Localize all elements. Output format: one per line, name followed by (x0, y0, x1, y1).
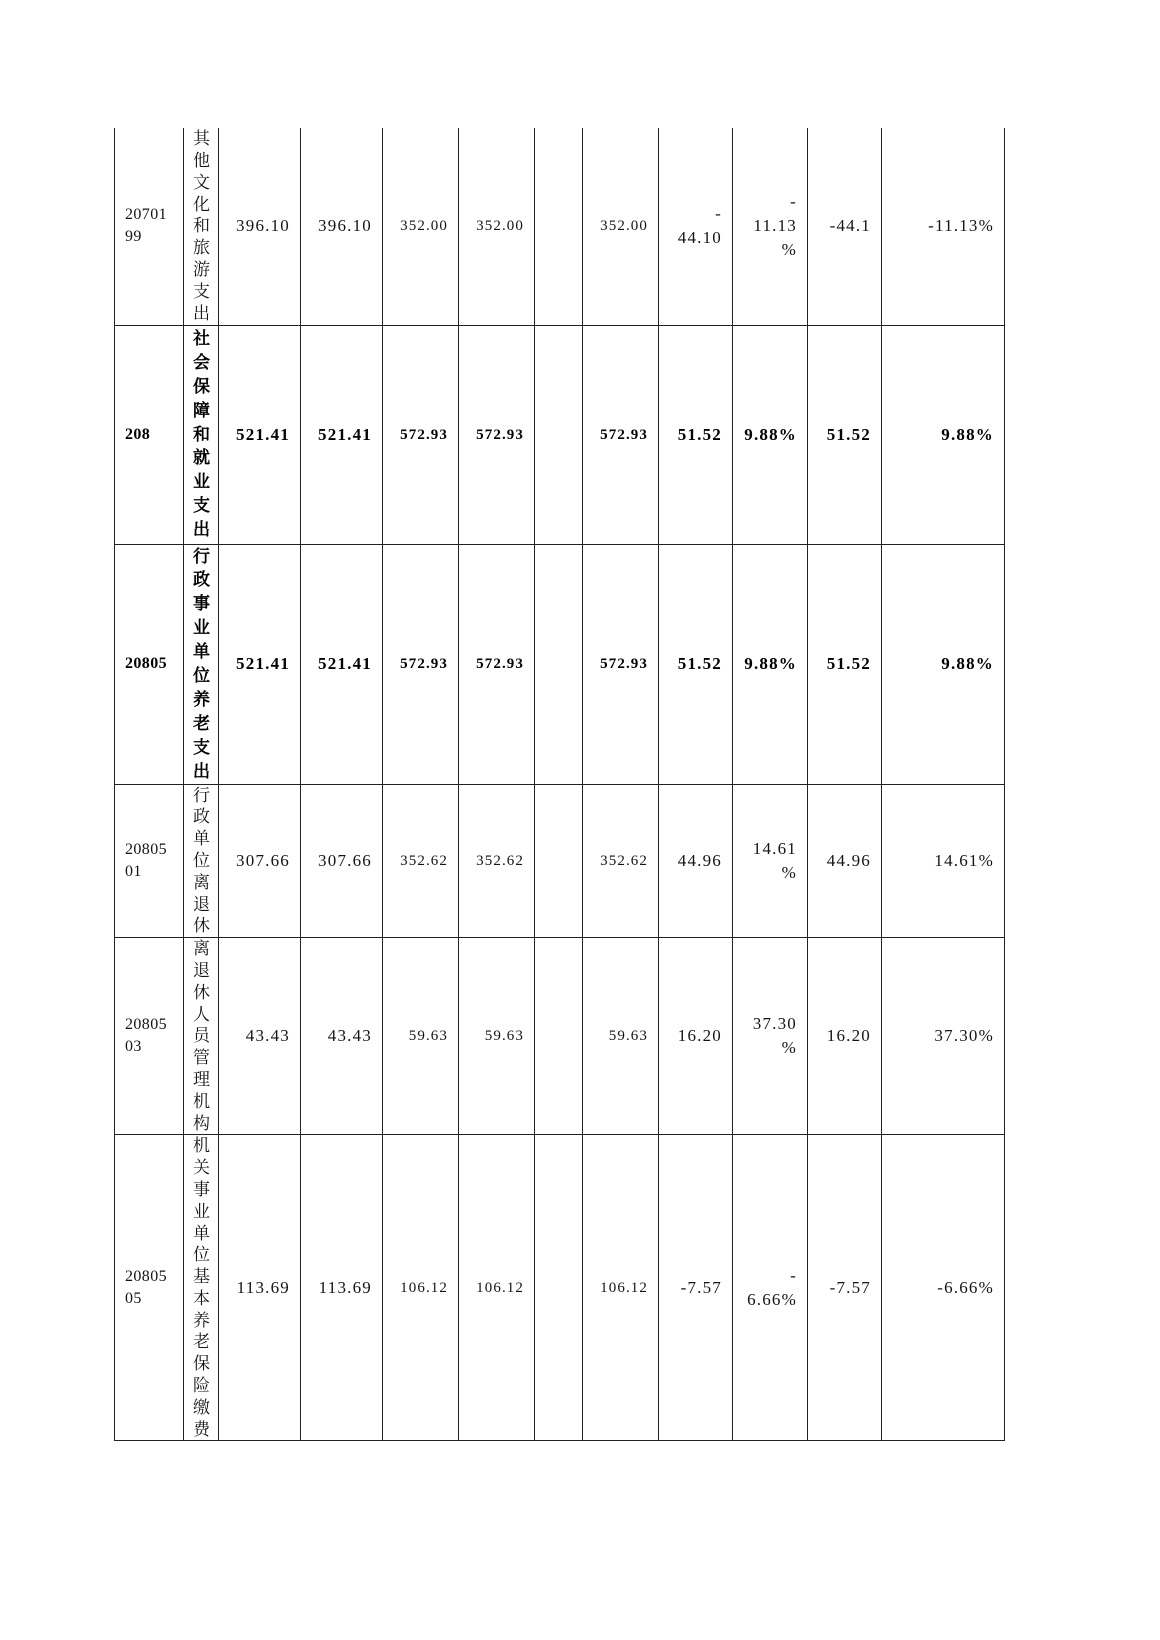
value-cell: 9.88% (882, 325, 1005, 544)
value-cell: 106.12 (383, 1135, 459, 1441)
value-cell: 9.88% (733, 544, 808, 784)
value-cell: 113.69 (301, 1135, 383, 1441)
table-row (115, 784, 1005, 938)
value-cell: 521.41 (219, 544, 301, 784)
table-row (115, 128, 1005, 325)
code-cell: 2080505 (115, 1135, 184, 1441)
value-cell: 59.63 (383, 938, 459, 1135)
empty-cell (535, 1135, 583, 1441)
name-cell: 离退休人员管理机构 (184, 938, 219, 1135)
value-cell: 352.62 (459, 784, 535, 938)
value-cell: -7.57 (659, 1135, 733, 1441)
table-row (115, 938, 1005, 1135)
value-cell: 51.52 (808, 325, 882, 544)
code-cell: 2080501 (115, 784, 184, 938)
value-cell: 106.12 (583, 1135, 659, 1441)
value-cell: 572.93 (583, 325, 659, 544)
empty-cell (535, 544, 583, 784)
value-cell: 51.52 (659, 544, 733, 784)
value-cell: 37.30 % (733, 938, 808, 1135)
value-cell: - 11.13 % (733, 128, 808, 325)
value-cell: 9.88% (733, 325, 808, 544)
name-cell: 社会保障和就业支出 (184, 325, 219, 544)
empty-cell (535, 938, 583, 1135)
code-cell: 2070199 (115, 128, 184, 325)
value-cell: 106.12 (459, 1135, 535, 1441)
value-cell: 59.63 (459, 938, 535, 1135)
code-cell: 2080503 (115, 938, 184, 1135)
value-cell: 352.62 (583, 784, 659, 938)
value-cell: 9.88% (882, 544, 1005, 784)
value-cell: 572.93 (459, 325, 535, 544)
value-cell: 396.10 (301, 128, 383, 325)
value-cell: 43.43 (219, 938, 301, 1135)
name-cell: 行政事业单位养老支出 (184, 544, 219, 784)
value-cell: 521.41 (219, 325, 301, 544)
value-cell: 37.30% (882, 938, 1005, 1135)
value-cell: 352.00 (383, 128, 459, 325)
value-cell: 307.66 (301, 784, 383, 938)
value-cell: 16.20 (808, 938, 882, 1135)
value-cell: 59.63 (583, 938, 659, 1135)
value-cell: 43.43 (301, 938, 383, 1135)
value-cell: 352.00 (459, 128, 535, 325)
value-cell: - 6.66% (733, 1135, 808, 1441)
table-row (115, 1135, 1005, 1441)
value-cell: 572.93 (583, 544, 659, 784)
value-cell: 44.96 (808, 784, 882, 938)
empty-cell (535, 128, 583, 325)
value-cell: - 44.10 (659, 128, 733, 325)
value-cell: 113.69 (219, 1135, 301, 1441)
value-cell: 396.10 (219, 128, 301, 325)
value-cell: 44.96 (659, 784, 733, 938)
value-cell: 51.52 (659, 325, 733, 544)
value-cell: 14.61 % (733, 784, 808, 938)
value-cell: 521.41 (301, 544, 383, 784)
value-cell: 572.93 (383, 325, 459, 544)
name-cell: 机关事业单位基本养老保险缴费 (184, 1135, 219, 1441)
value-cell: -6.66% (882, 1135, 1005, 1441)
value-cell: -44.1 (808, 128, 882, 325)
value-cell: 352.00 (583, 128, 659, 325)
budget-table (114, 128, 1005, 1441)
value-cell: 521.41 (301, 325, 383, 544)
value-cell: 307.66 (219, 784, 301, 938)
table-row (115, 544, 1005, 784)
code-cell: 208 (115, 325, 184, 544)
value-cell: 572.93 (383, 544, 459, 784)
value-cell: 572.93 (459, 544, 535, 784)
name-cell: 其他文化和旅游支出 (184, 128, 219, 325)
value-cell: -7.57 (808, 1135, 882, 1441)
empty-cell (535, 325, 583, 544)
value-cell: -11.13% (882, 128, 1005, 325)
empty-cell (535, 784, 583, 938)
value-cell: 16.20 (659, 938, 733, 1135)
value-cell: 51.52 (808, 544, 882, 784)
name-cell: 行政单位离退休 (184, 784, 219, 938)
value-cell: 14.61% (882, 784, 1005, 938)
value-cell: 352.62 (383, 784, 459, 938)
table-row (115, 325, 1005, 544)
code-cell: 20805 (115, 544, 184, 784)
